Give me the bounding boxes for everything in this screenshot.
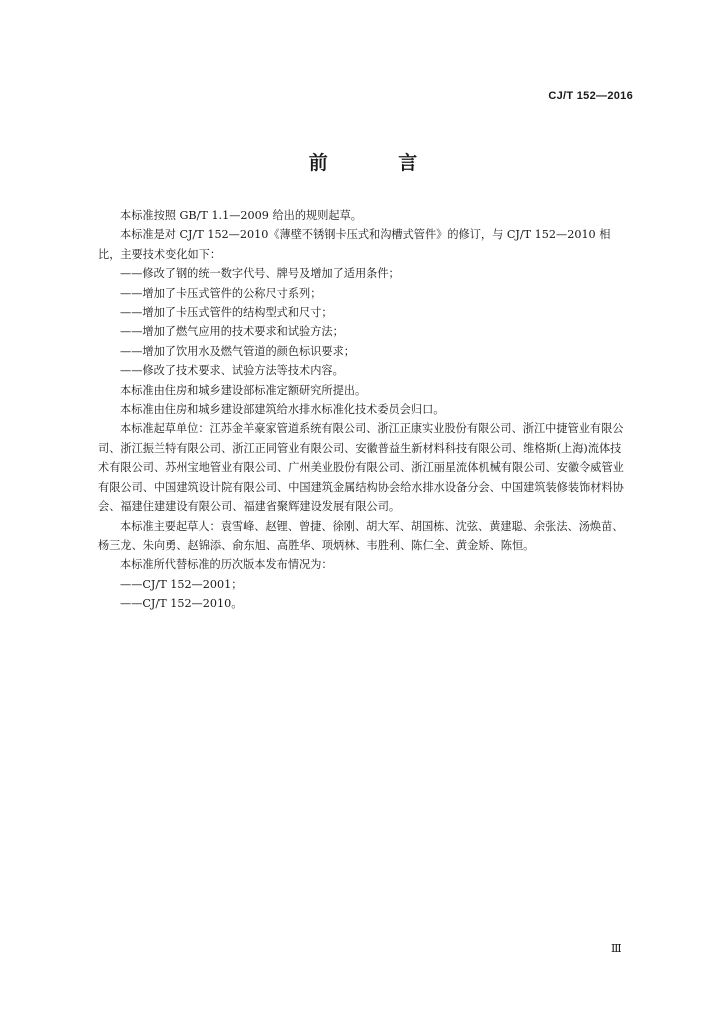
committee-statement: 本标准由住房和城乡建设部建筑给水排水标准化技术委员会归口。 <box>120 403 445 417</box>
change-item: ——增加了燃气应用的技术要求和试验方法； <box>120 325 344 339</box>
drafters-paragraph: 本标准主要起草人：袁雪峰、赵锂、曾捷、徐刚、胡大军、胡国栋、沈弦、黄建聪、余张法、汤焕苗、杨三龙、朱向勇、赵锦添、俞东旭、高胜华、项炳林、韦胜利、陈仁全、黄金矫、陈恒。 <box>98 519 624 552</box>
foreword-body <box>98 206 630 614</box>
page-title: 前 言 <box>308 152 450 174</box>
standard-code: CJ/T 152—2016 <box>548 90 633 102</box>
drafting-rules-paragraph: 本标准按照 GB/T 1.1—2009 给出的规则起草。 <box>120 209 362 222</box>
drafting-units-paragraph: 本标准起草单位：江苏金羊豪家管道系统有限公司、浙江正康实业股份有限公司、浙江中捷管业有限公司、浙江振兰特有限公司、浙江正同管业有限公司、安徽普益生新材料科技有限公司、维格斯(上海)流体技术有限公司、苏州宝地管业有限公司、广州美业股份有限公司、浙江丽星流体机械有限公司、安徽令威管业有限公司、中国建筑设计院有限公司、中国建筑金属结构协会给水排水设备分会、中国建筑装修装饰材料协会、福建住建建设有限公司、福建省聚辉建设发展有限公司。 <box>98 422 624 514</box>
changes-list <box>98 264 630 380</box>
change-item: ——修改了技术要求、试验方法等技术内容。 <box>120 364 344 378</box>
revision-paragraph: 本标准是对 CJ/T 152—2010《薄壁不锈钢卡压式和沟槽式管件》的修订，与 CJ/T 152—2010 相比，主要技术变化如下： <box>98 228 611 261</box>
change-item: ——修改了钢的统一数字代号、牌号及增加了适用条件； <box>120 267 400 281</box>
change-item: ——增加了卡压式管件的公称尺寸系列； <box>120 286 322 300</box>
change-item: ——增加了卡压式管件的结构型式和尺寸； <box>120 306 333 320</box>
history-item: ——CJ/T 152—2010。 <box>120 597 243 611</box>
proposer-statement: 本标准由住房和城乡建设部标准定额研究所提出。 <box>120 383 367 397</box>
history-intro: 本标准所代替标准的历次版本发布情况为： <box>120 558 333 572</box>
history-item: ——CJ/T 152—2001； <box>120 577 243 591</box>
history-list <box>98 575 630 614</box>
page-number: Ⅲ <box>611 942 622 955</box>
change-item: ——增加了饮用水及燃气管道的颜色标识要求； <box>120 344 355 358</box>
